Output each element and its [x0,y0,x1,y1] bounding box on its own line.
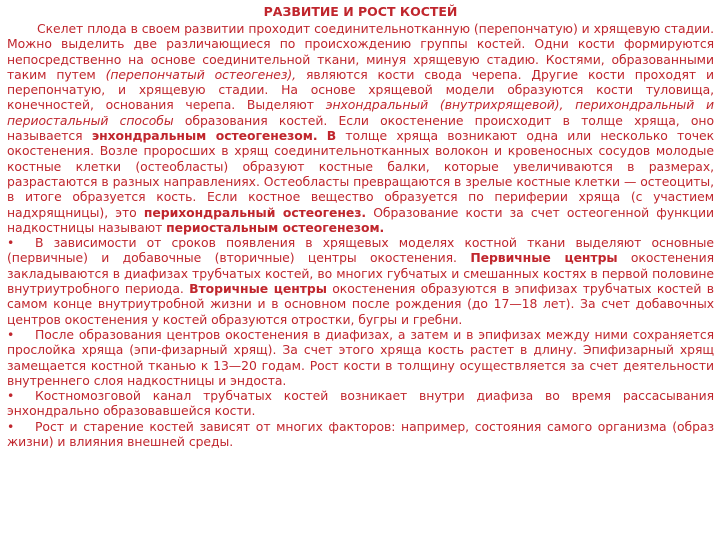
text-run: образования костей. Если окостенение происходит в толще хряща, оно называется [7,112,714,144]
bold-term: В [326,128,337,144]
italic-term: (перепончатый остеогенез), [105,66,297,82]
text-run: Костномозговой канал трубчатых костей возникает внутри диафиза во время рассасывания энхондрально образовавшейся кости. [7,388,714,419]
bold-term: Вторичные центры [189,281,327,297]
text-run: являются кости свода черепа. Другие кости проходят и перепончатую, и хрящевую стадии. На основе хрящевой модели образуются кости туловища, конечностей, основания черепа. Выделяют [7,66,714,113]
bold-term: перихондральный остеогенез. [143,204,367,220]
bullet-marker: • [7,388,15,404]
text-run: В зависимости от сроков появления в хрящевых моделях костной ткани выделяют основные (первичные) и добавочные (вторичные) центры окостенения. [7,235,714,266]
text-run: толще хряща возникают одна или несколько точек окостенения. Возле проросших в хрящ соединительнотканных волокон и кровеносных сосудов молодые костные клетки (остеобласты) образуют костные балки, которые увеличиваются в размерах, разрастаются в разных направлениях. Остеобласты превращаются в зрелые костные клетки — остеоциты, в итоге образуется кость. Если костное вещество образуется по периферии хряща (с участием надхрящницы), это [7,128,715,220]
paragraph-aging [7,419,714,450]
paragraph-intro [7,21,714,235]
document-body [7,21,714,449]
paragraph-canal [7,388,714,419]
text-run: После образования центров окостенения в диафизах, а затем и в эпифизах между ними сохраняется прослойка хряща (эпи-физарный хрящ). За счет этого хряща кость растет в длину. Эпифизарный хрящ замещается костной тканью к 13—20 годам. Рост кости в толщину осуществляется за счет деятельности внутреннего слоя надкостницы и эндоста. [7,326,714,388]
text-run: Скелет плода в своем развитии проходит соединительнотканную (перепончатую) и хрящевую стадии. Можно выделить две различающиеся по происхождению группы костей. Одни кости формируются непосредственно на основе соединительной ткани, минуя хрящевую стадию. Костями, образованными таким путем [7,21,714,82]
text-run [317,128,326,143]
bold-term: Первичные центры [470,250,618,266]
paragraph-centers [7,235,714,327]
text-run: Образование кости за счет остеогенной функции надкостницы называют [7,204,714,235]
paragraph-growth [7,327,714,388]
text-run: окостенения образуются в эпифизах трубчатых костей в самом конце внутриутробной жизни и в основном после рождения (до 17—18 лет). За счет добавочных центров окостенения у костей образуются отростки, бугры и гребни. [7,281,714,327]
bullet-marker: • [7,326,15,342]
text-run: окостенения закладываются в диафизах трубчатых костей, во многих губчатых и смешанных костях в первой половине внутриутробного периода. [7,250,714,297]
italic-term: энхондральный (внутрихрящевой), перихондральный и периостальный способы [7,97,714,128]
bold-term: периостальным остеогенезом. [166,219,385,235]
text-run: Рост и старение костей зависят от многих факторов: например, состояния самого организма (образ жизни) и влияния внешней среды. [7,418,714,450]
bullet-marker: • [7,235,15,251]
page-title: РАЗВИТИЕ И РОСТ КОСТЕЙ [263,4,458,19]
bold-term: энхондральным остеогенезом. [91,128,318,144]
bullet-marker: • [7,418,15,434]
